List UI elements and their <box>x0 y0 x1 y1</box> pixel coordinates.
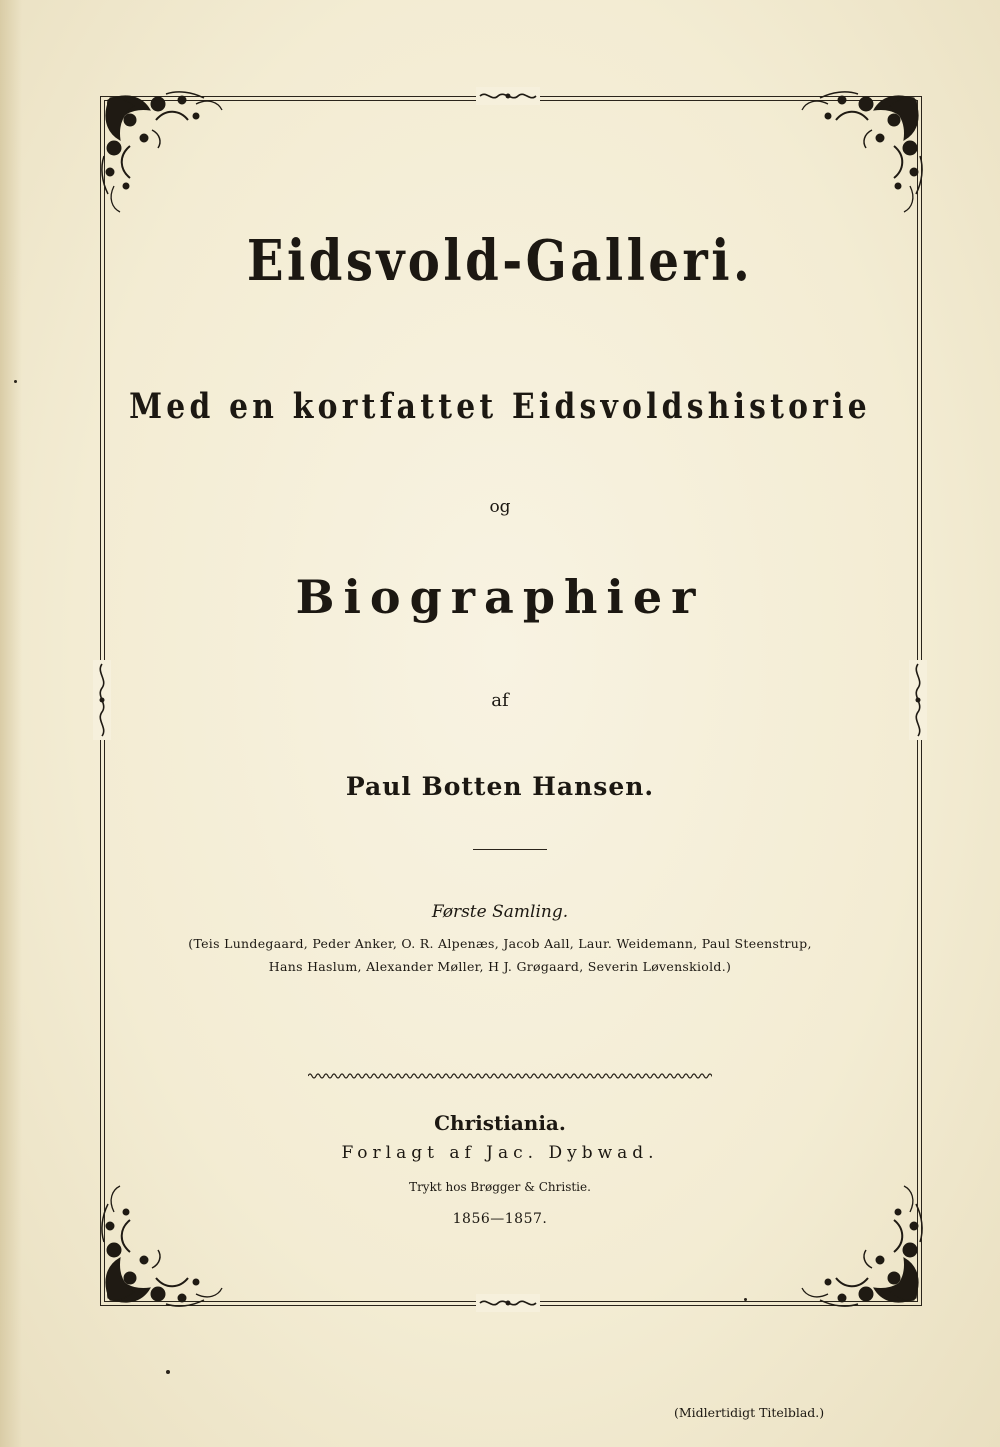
bottom-center-ornament <box>476 1294 540 1312</box>
contents-names-line-1: (Teis Lundegaard, Peder Anker, O. R. Alpenæs, Jacob Aall, Laur. Weidemann, Paul Steenstrup, <box>188 936 812 951</box>
volume-label: Første Samling. <box>431 902 569 922</box>
conjunction-text: og <box>489 497 511 517</box>
contents-names-line-2: Hans Haslum, Alexander Møller, H J. Grøgaard, Severin Løvenskiold.) <box>268 959 732 974</box>
page-edge-shadow <box>0 0 22 1447</box>
by-text: af <box>491 690 509 711</box>
separator-rule <box>473 849 547 850</box>
paper-speck <box>744 1298 747 1301</box>
corner-ornament-top-left <box>96 86 236 226</box>
paper-speck <box>166 1370 170 1374</box>
corner-ornament-top-right <box>788 86 928 226</box>
publication-years: 1856—1857. <box>452 1211 548 1227</box>
publisher-line: Forlagt af Jac. Dybwad. <box>341 1143 659 1163</box>
book-title: Eidsvold-Galleri. <box>246 228 754 294</box>
paper-speck <box>14 380 17 383</box>
publication-city: Christiania. <box>434 1111 566 1135</box>
provisional-title-note: (Midlertidigt Titelblad.) <box>674 1405 825 1420</box>
top-center-ornament <box>476 87 540 105</box>
book-subtitle: Med en kortfattet Eidsvoldshistorie <box>129 386 871 427</box>
author-name: Paul Botten Hansen. <box>345 772 655 801</box>
book-subtitle-biographies: Biographier <box>295 570 705 624</box>
wavy-divider <box>308 1070 712 1082</box>
printer-line: Trykt hos Brøgger & Christie. <box>409 1180 591 1194</box>
